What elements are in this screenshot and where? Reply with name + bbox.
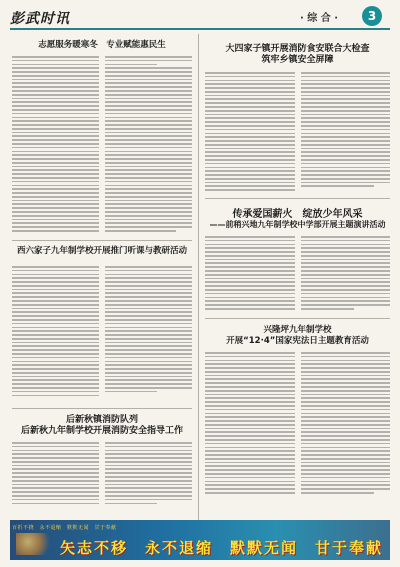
article-title-teaching: 西六家子九年制学校开展推门听课与教研活动: [16, 246, 187, 256]
column-divider: [198, 34, 199, 524]
banner-decoration: [16, 533, 56, 555]
body-text-block: [205, 352, 390, 496]
body-text-block: [12, 442, 192, 506]
section-rule: [12, 240, 192, 241]
article-title-line: 大四家子镇开展消防食安联合大检查: [225, 44, 370, 54]
article-body-fire-safety: [12, 442, 192, 506]
body-text-block: [12, 56, 192, 234]
body-text-block: [205, 72, 390, 191]
article-title-line: 开展“12·4”国家宪法日主题教育活动: [226, 335, 369, 346]
header-rule: [10, 28, 390, 30]
body-text-block: [205, 236, 390, 312]
article-body-teaching: [12, 266, 192, 396]
section-rule: [205, 318, 390, 319]
body-text-block: [12, 266, 192, 396]
article-title-line: 兴隆坪九年制学校: [263, 325, 332, 335]
page-number-badge: 3: [362, 6, 382, 26]
article-title-line: 后新秋镇消防队列: [65, 415, 138, 425]
article-subtitle-speech: ——前稍兴地九年制学校中学部开展主题演讲活动: [209, 220, 386, 229]
article-title-speech: 传承爱国薪火 绽放少年风采: [232, 209, 363, 220]
article-body-inspection: [205, 72, 390, 191]
article-body-constitution-day: [205, 352, 390, 496]
article-title-volunteer: 志愿服务暖寒冬 专业赋能惠民生: [38, 40, 166, 50]
article-title-constitution-day: [205, 325, 390, 346]
article-title-line: 筑牢乡镇安全屏障: [261, 55, 334, 65]
article-title-fire-safety: [12, 415, 192, 437]
section-label: · 综 合 ·: [300, 13, 339, 24]
masthead: 彭武时讯: [10, 11, 70, 27]
section-rule: [205, 198, 390, 199]
article-body-speech: [205, 236, 390, 312]
article-body-volunteer: [12, 56, 192, 234]
section-rule: [12, 408, 192, 409]
article-title-line: 后新秋九年制学校开展消防安全指导工作: [20, 426, 183, 436]
banner-slogan: 矢志不移 永不退缩 默默无闻 甘于奉献: [60, 539, 384, 557]
article-title-inspection: [205, 44, 390, 66]
banner-subtext: 百折不挠 永不退缩 默默无闻 甘于奉献: [12, 525, 117, 531]
